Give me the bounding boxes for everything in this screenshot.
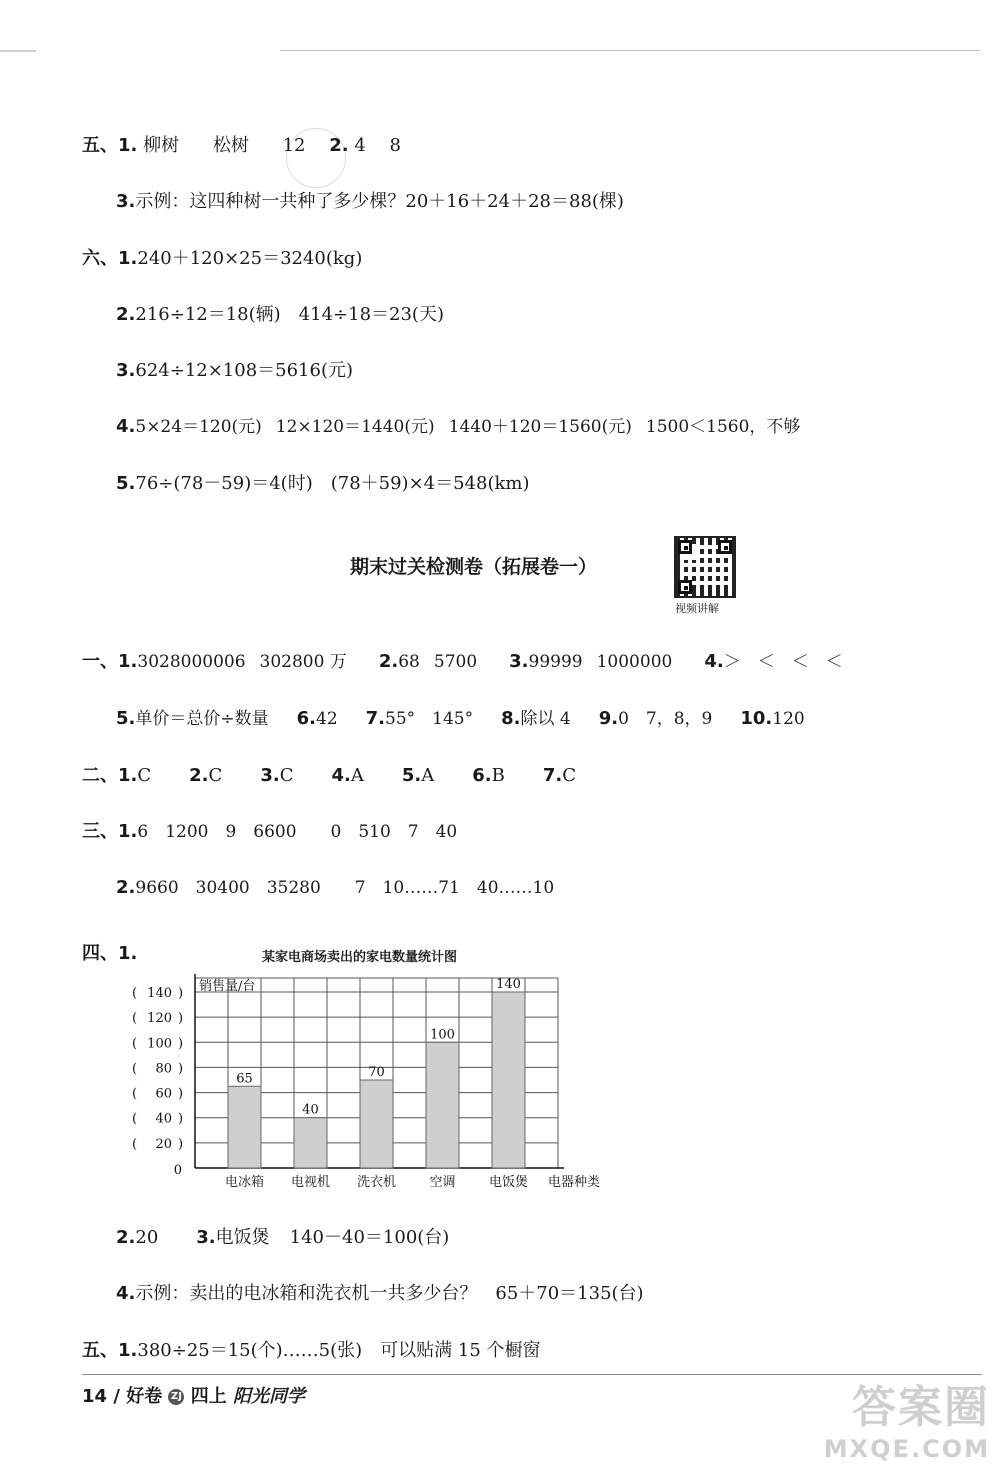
corner-rule: [0, 50, 36, 52]
y-paren: ): [178, 986, 184, 1001]
y-tick-label: 120: [147, 1011, 172, 1027]
origin-label: 0: [173, 1163, 182, 1178]
y-paren: (: [132, 1136, 138, 1152]
y-paren: (: [132, 1036, 138, 1052]
p2-line: 二、1.C 2.C 3.C 4.A 5.A 6.B 7.C: [82, 765, 576, 786]
y-tick-label: 140: [147, 986, 172, 1001]
s5-line3: 3.示例：这四种树一共种了多少棵？20＋16＋24＋28＝88(棵): [116, 191, 624, 212]
s5-line1: 五、1. 柳树 松树 12 2. 4 8: [82, 135, 401, 156]
bar: [492, 992, 525, 1168]
y-paren: ): [178, 1136, 184, 1152]
p1-line1: 一、1.3028000006 302800 万 2.68 5700 3.99999 1000000 4.＞ ＜ ＜ ＜: [82, 651, 843, 672]
brand-logo: 阳光同学: [233, 1386, 306, 1407]
y-paren: (: [132, 1011, 138, 1027]
qr-label: 视频讲解: [675, 602, 719, 615]
y-paren: (: [132, 1086, 138, 1102]
bar-value-label: 65: [236, 1071, 253, 1087]
y-axis-label: 销售量/台: [199, 979, 256, 994]
y-tick-label: 40: [155, 1111, 172, 1127]
x-axis-label: 电器种类: [548, 1175, 601, 1190]
book-name: 好卷: [126, 1386, 163, 1407]
s6-line2: 2.216÷12＝18(辆) 414÷18＝23(天): [116, 304, 444, 325]
bar-value-label: 70: [368, 1065, 385, 1080]
p4-label-line: 四、1.: [82, 943, 138, 964]
y-tick-label: 80: [155, 1061, 172, 1077]
s6-line3: 3.624÷12×108＝5616(元): [116, 360, 354, 381]
page-number: 14: [82, 1386, 108, 1407]
y-tick-label: 20: [155, 1136, 172, 1152]
x-tick-label: 电饭煲: [488, 1175, 529, 1190]
p5-line1: 五、1.380÷25＝15(个)……5(张) 可以贴满 15 个橱窗: [82, 1340, 541, 1361]
y-paren: (: [132, 1061, 138, 1077]
bar: [228, 1086, 261, 1168]
p3-line1: 三、1.6 1200 9 6600 0 510 7 40: [82, 821, 458, 842]
bar-value-label: 100: [430, 1027, 455, 1043]
bar: [360, 1080, 393, 1168]
y-paren: ): [178, 1011, 184, 1027]
bar-value-label: 140: [496, 977, 521, 992]
footer: 14 / 好卷 ZJ 四上 阳光同学: [82, 1386, 306, 1407]
s6-line5: 5.76÷(78－59)＝4(时) (78＋59)×4＝548(km): [116, 473, 530, 494]
s6-line1: 六、1.240＋120×25＝3240(kg): [82, 248, 363, 269]
y-paren: (: [132, 1111, 138, 1127]
zj-badge-icon: ZJ: [168, 1389, 184, 1405]
qr-code[interactable]: [674, 536, 736, 598]
watermark: 答案圈 MXQE.COM: [823, 1382, 990, 1463]
x-tick-label: 电冰箱: [224, 1175, 265, 1190]
y-paren: ): [178, 1036, 184, 1052]
y-paren: ): [178, 1086, 184, 1102]
p3-line2: 2.9660 30400 35280 7 10……71 40……10: [116, 877, 555, 898]
y-paren: ): [178, 1061, 184, 1077]
exam-title: 期末过关检测卷（拓展卷一）: [350, 556, 598, 578]
s6-line4: 4.5×24＝120(元) 12×120＝1440(元) 1440＋120＝1560(元) 1500＜1560，不够: [116, 416, 801, 437]
p1-line2: 5.单价＝总价÷数量 6.42 7.55° 145° 8.除以 4 9.0 7，8，9 10.120: [116, 708, 805, 729]
p4-line4: 4.示例：卖出的电冰箱和洗衣机一共多少台？ 65＋70＝135(台): [116, 1283, 644, 1304]
chart-title: 某家电商场卖出的家电数量统计图: [262, 950, 458, 965]
x-tick-label: 洗衣机: [356, 1175, 397, 1190]
x-tick-label: 电视机: [290, 1175, 331, 1190]
y-tick-label: 60: [155, 1086, 172, 1102]
bar-value-label: 40: [302, 1102, 319, 1118]
p4-line2: 2.20 3.电饭煲 140－40＝100(台): [116, 1227, 450, 1248]
y-paren: ): [178, 1111, 184, 1127]
bar: [294, 1118, 327, 1168]
bar-chart: [120, 965, 640, 1195]
x-tick-label: 空调: [429, 1175, 456, 1190]
y-tick-label: 100: [147, 1036, 172, 1052]
grade: 四上: [190, 1386, 227, 1407]
s5-label: 五、1.: [82, 135, 138, 156]
bar: [426, 1042, 459, 1168]
y-paren: (: [132, 986, 138, 1001]
top-rule: [280, 50, 980, 51]
